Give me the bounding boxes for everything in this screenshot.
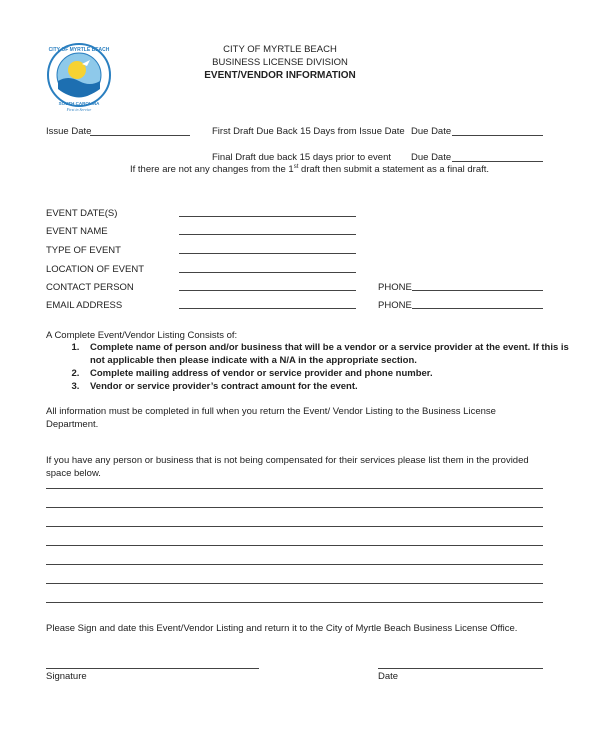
date-field[interactable] [378,668,543,669]
list-line-7[interactable] [46,602,543,603]
seal-top-text: CITY OF MYRTLE BEACH [48,47,110,53]
event-dates-field[interactable] [179,216,356,217]
requirement-item-3: 3. Vendor or service provider’s contract amount for the event. [82,380,572,393]
location-label: LOCATION OF EVENT [46,264,145,275]
event-dates-label: EVENT DATE(S) [46,208,118,219]
requirement-item-2: 2. Complete mailing address of vendor or service provider and phone number. [82,367,572,380]
list-line-6[interactable] [46,583,543,584]
ordinal-suffix: st [293,164,299,170]
listing-intro: A Complete Event/Vendor Listing Consists of: [46,330,238,341]
header-city: CITY OF MYRTLE BEACH [223,44,337,55]
email-field[interactable] [179,308,356,309]
sign-instruction: Please Sign and date this Event/Vendor Listing and return it to the City of Myrtle Beach Business License Office. [46,623,518,634]
phone-field-2[interactable] [412,308,543,309]
phone-label-1: PHONE [378,282,412,293]
final-draft-note [130,164,489,175]
final-draft-note-start: If there are not any changes from the 1 [130,164,294,176]
completion-notice: All information must be completed in full when you return the Event/ Vendor Listing to the Business License Department. [46,406,496,430]
requirement-item-1: 1. Complete name of person and/or business that will be a vendor or a service provider at the event. If this is not applicable then please indicate with a N/A in the appropriate section. [82,341,572,367]
listing-requirements [60,341,572,393]
seal-bottom-text: SOUTH CAROLINA [58,101,100,106]
due-date-label-1: Due Date [411,126,452,137]
event-name-field[interactable] [179,234,356,235]
uncompensated-notice: If you have any person or business that is not being compensated for their services please list them in the provided space below. [46,455,529,479]
header-title: EVENT/VENDOR INFORMATION [204,70,356,81]
header-division: BUSINESS LICENSE DIVISION [212,57,348,68]
email-label: EMAIL ADDRESS [46,300,123,311]
date-label: Date [378,671,399,682]
due-date-field-2[interactable] [452,161,543,162]
city-seal-logo [44,42,114,112]
list-line-2[interactable] [46,507,543,508]
list-line-1[interactable] [46,488,543,489]
final-draft-label: Final Draft due back 15 days prior to event [212,152,392,163]
phone-field-1[interactable] [412,290,543,291]
phone-label-2: PHONE [378,300,412,311]
due-date-label-2: Due Date [411,152,452,163]
signature-field[interactable] [46,668,259,669]
seal-motto: First in Service [66,107,92,112]
list-line-3[interactable] [46,526,543,527]
first-draft-label: First Draft Due Back 15 Days from Issue Date [212,126,405,137]
issue-date-label: Issue Date [46,126,92,137]
signature-label: Signature [46,671,87,682]
event-name-label: EVENT NAME [46,226,108,237]
due-date-field-1[interactable] [452,135,543,136]
contact-person-field[interactable] [179,290,356,291]
event-type-label: TYPE OF EVENT [46,245,121,256]
final-draft-note-end: draft then submit a statement as a final draft. [298,164,490,176]
list-line-4[interactable] [46,545,543,546]
contact-person-label: CONTACT PERSON [46,282,134,293]
issue-date-field[interactable] [90,135,190,136]
location-field[interactable] [179,272,356,273]
list-line-5[interactable] [46,564,543,565]
event-type-field[interactable] [179,253,356,254]
